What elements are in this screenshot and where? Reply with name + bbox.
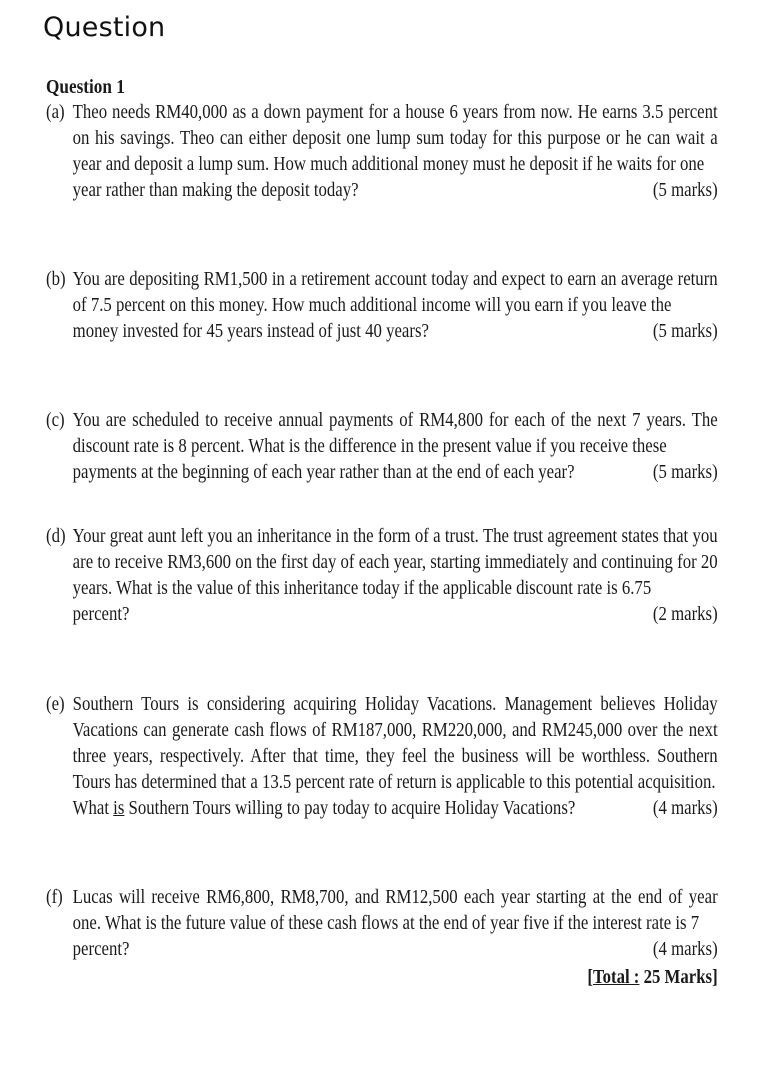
last-line-suffix: Southern Tours willing to pay today to acquire Holiday Vacations?: [128, 798, 576, 819]
part-label: (a): [46, 102, 65, 123]
marks-label: (4 marks): [652, 798, 718, 819]
part-label: (e): [46, 694, 65, 715]
marks-label: (4 marks): [652, 939, 718, 960]
question-part-e: [46, 692, 718, 822]
question-part-d: [46, 524, 718, 628]
part-text: Your great aunt left you an inheritance in the form of a trust. The trust agreement states that you are to receive RM3,600 on the first day of each year, starting immediately and continuing for 20 years. What is the value of this inheritance today if the applicable discount rate is 6.75: [72, 526, 718, 599]
total-marks: [46, 965, 718, 991]
part-text: Lucas will receive RM6,800, RM8,700, and RM12,500 each year starting at the end of year one. What is the future value of these cash flows at the end of year five if the interest rate is 7: [72, 887, 718, 934]
question-part-c: [46, 408, 718, 486]
part-label: (b): [46, 269, 66, 290]
part-label: (d): [46, 526, 66, 547]
part-label: (f): [46, 887, 63, 908]
question-part-a: [46, 100, 718, 204]
part-text-last-line: percent?: [72, 939, 130, 960]
question-heading: Question 1: [46, 76, 125, 98]
question-part-f: [46, 885, 718, 963]
underlined-word: is: [113, 798, 125, 819]
part-text-last-line: year rather than making the deposit today?: [72, 180, 359, 201]
marks-label: (5 marks): [652, 462, 718, 483]
total-label: Total :: [592, 967, 640, 988]
part-text-last-line: percent?: [72, 604, 130, 625]
last-line-prefix: What: [72, 798, 109, 819]
part-text: You are scheduled to receive annual payments of RM4,800 for each of the next 7 years. The discount rate is 8 percent. What is the difference in the present value if you receive these: [72, 410, 718, 457]
total-value: 25 Marks]: [639, 967, 718, 988]
part-text-last-line: money invested for 45 years instead of just 40 years?: [72, 321, 429, 342]
page-title: Question: [43, 12, 166, 43]
total-prefix: [: [587, 967, 593, 988]
marks-label: (2 marks): [652, 604, 718, 625]
part-text: Southern Tours is considering acquiring Holiday Vacations. Management believes Holiday Vacations can generate cash flows of RM187,000, RM220,000, and RM245,000 over the next three years, respectively. After that time, they feel the business will be worthless. Southern Tours has determined that a 13.5 percent rate of return is applicable to this potential acquisition.: [72, 694, 718, 793]
marks-label: (5 marks): [652, 180, 718, 201]
question-part-b: [46, 267, 718, 345]
marks-label: (5 marks): [652, 321, 718, 342]
part-text: You are depositing RM1,500 in a retirement account today and expect to earn an average return of 7.5 percent on this money. How much additional income will you earn if you leave the: [72, 269, 718, 316]
part-text-last-line: [73, 796, 576, 822]
part-text: Theo needs RM40,000 as a down payment for a house 6 years from now. He earns 3.5 percent on his savings. Theo can either deposit one lump sum today for this purpose or he can wait a year and deposit a lump sum. How much additional money must he deposit if he waits for one: [72, 102, 718, 175]
part-text-last-line: payments at the beginning of each year rather than at the end of each year?: [72, 462, 575, 483]
question-document: [46, 74, 718, 991]
part-label: (c): [46, 410, 65, 431]
